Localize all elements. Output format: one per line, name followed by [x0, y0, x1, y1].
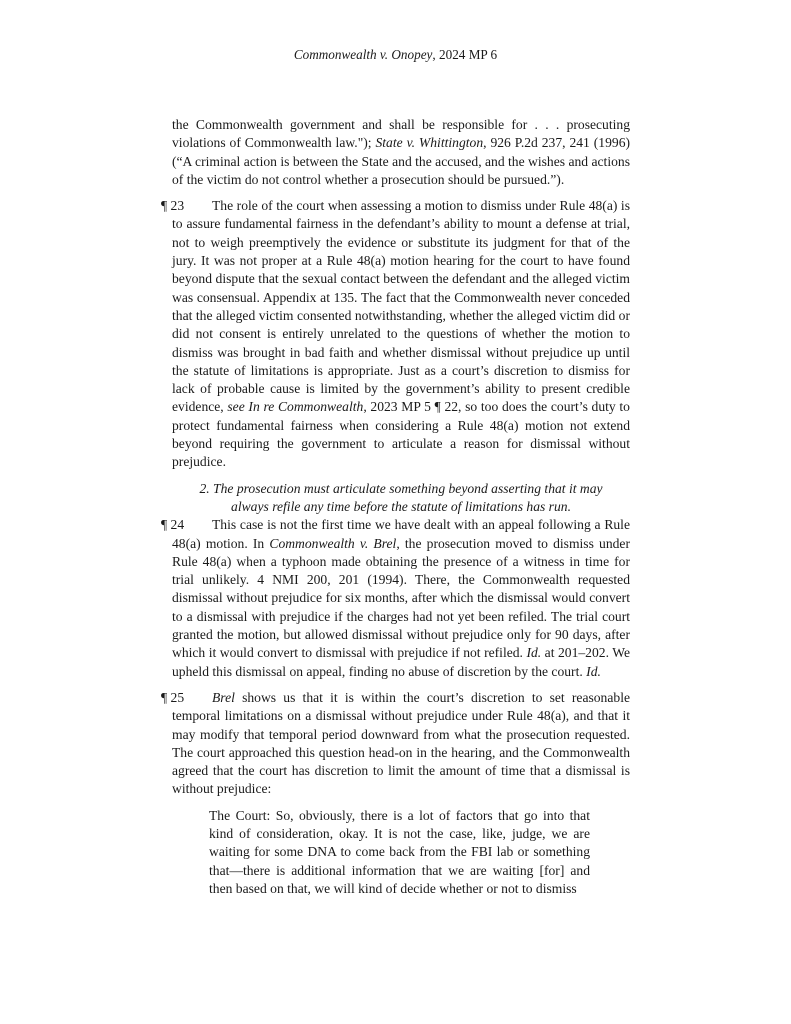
case-citation: Brel	[212, 689, 235, 705]
id-citation: Id.	[586, 663, 601, 679]
id-citation: Id.	[526, 645, 542, 661]
paragraph-25: ¶ 25 Brel shows us that it is within the court’s discretion to set reasonable temporal limitations on a dismissal without prejudice under Rule 48(a), and that it may modify that temporal period downward from what the prosecution requested. The court approached this question head-on in the hearing, and the Commonwealth agreed that the court has discretion to limit the amount of time that a dismissal is without prejudice:	[161, 689, 630, 797]
paragraph-23: ¶ 23 The role of the court when assessing a motion to dismiss under Rule 48(a) is to assure fundamental fairness in the defendant’s ability to mount a defense at trial, not to weigh preemptively the evidence or substitute its judgment for that of the jury. It was not proper at a Rule 48(a) motion hearing for the court to have found beyond dispute that the sexual contact between the defendant and the alleged victim was consensual. Appendix at 135. The fact that the Commonwealth never conceded that the alleged victim consented notwithstanding, whether the alleged victim did or did not consent is entirely unrelated to the questions of whether the motion to dismiss was brought in bad faith and whether dismissal without prejudice up until the statute of limitations is appropriate. Just as a court’s discretion to dismiss for lack of probable cause is limited by the government’s ability to present credible evidence, see In re Commonwealth, 2023 MP 5 ¶ 22, so too does the court’s duty to protect fundamental fairness when considering a Rule 48(a) motion not extend beyond requiring the government to articulate a reason for dismissal without prejudice.	[161, 198, 630, 470]
section-heading: 2. The prosecution must articulate something beyond asserting that it may always refile any time before the statute of limitations has run.	[199, 480, 603, 514]
block-quote: The Court: So, obviously, there is a lot of factors that go into that kind of consideration, okay. It is not the case, like, judge, we are waiting for some DNA to come back from the FBI lab or something that—there is additional information that we are waiting [for] and then based on that, we will kind of decide whether or not to dismiss	[209, 807, 590, 896]
case-citation: Commonwealth v. Brel	[269, 535, 397, 551]
case-citation: State v. Whittington	[375, 135, 484, 151]
running-header	[0, 47, 791, 63]
opinion-body	[161, 116, 631, 898]
paragraph-number: ¶ 25	[161, 689, 185, 705]
paragraph-24: ¶ 24 This case is not the first time we have dealt with an appeal following a Rule 48(a) motion. In Commonwealth v. Brel, the prosecution moved to dismiss under Rule 48(a) when a typhoon made obtaining the presence of a witness in time for trial unlikely. 4 NMI 200, 201 (1994). There, the Commonwealth requested dismissal without prejudice for six months, after which the dismissal would convert to a dismissal with prejudice if the charges had not yet been refiled. The trial court granted the motion, but allowed dismissal without prejudice only for 90 days, after which it would convert to dismissal with prejudice if not refiled. Id. at 201–202. We upheld this dismissal on appeal, finding no abuse of discretion by the court. Id.	[161, 517, 630, 679]
header-citation: , 2024 MP 6	[432, 47, 498, 62]
header-case-name: Commonwealth v. Onopey	[293, 47, 433, 62]
case-citation: see In re Commonwealth	[227, 399, 364, 415]
continuation-paragraph: the Commonwealth government and shall be responsible for . . . prosecuting violations of Commonwealth law."); State v. Whittington, 926 P.2d 237, 241 (1996) (“A criminal action is between the State and the accused, and the wishes and actions of the victim do not control whether a prosecution should be pursued.”).	[172, 117, 631, 187]
paragraph-number: ¶ 23	[161, 198, 185, 214]
paragraph-number: ¶ 24	[161, 517, 185, 533]
